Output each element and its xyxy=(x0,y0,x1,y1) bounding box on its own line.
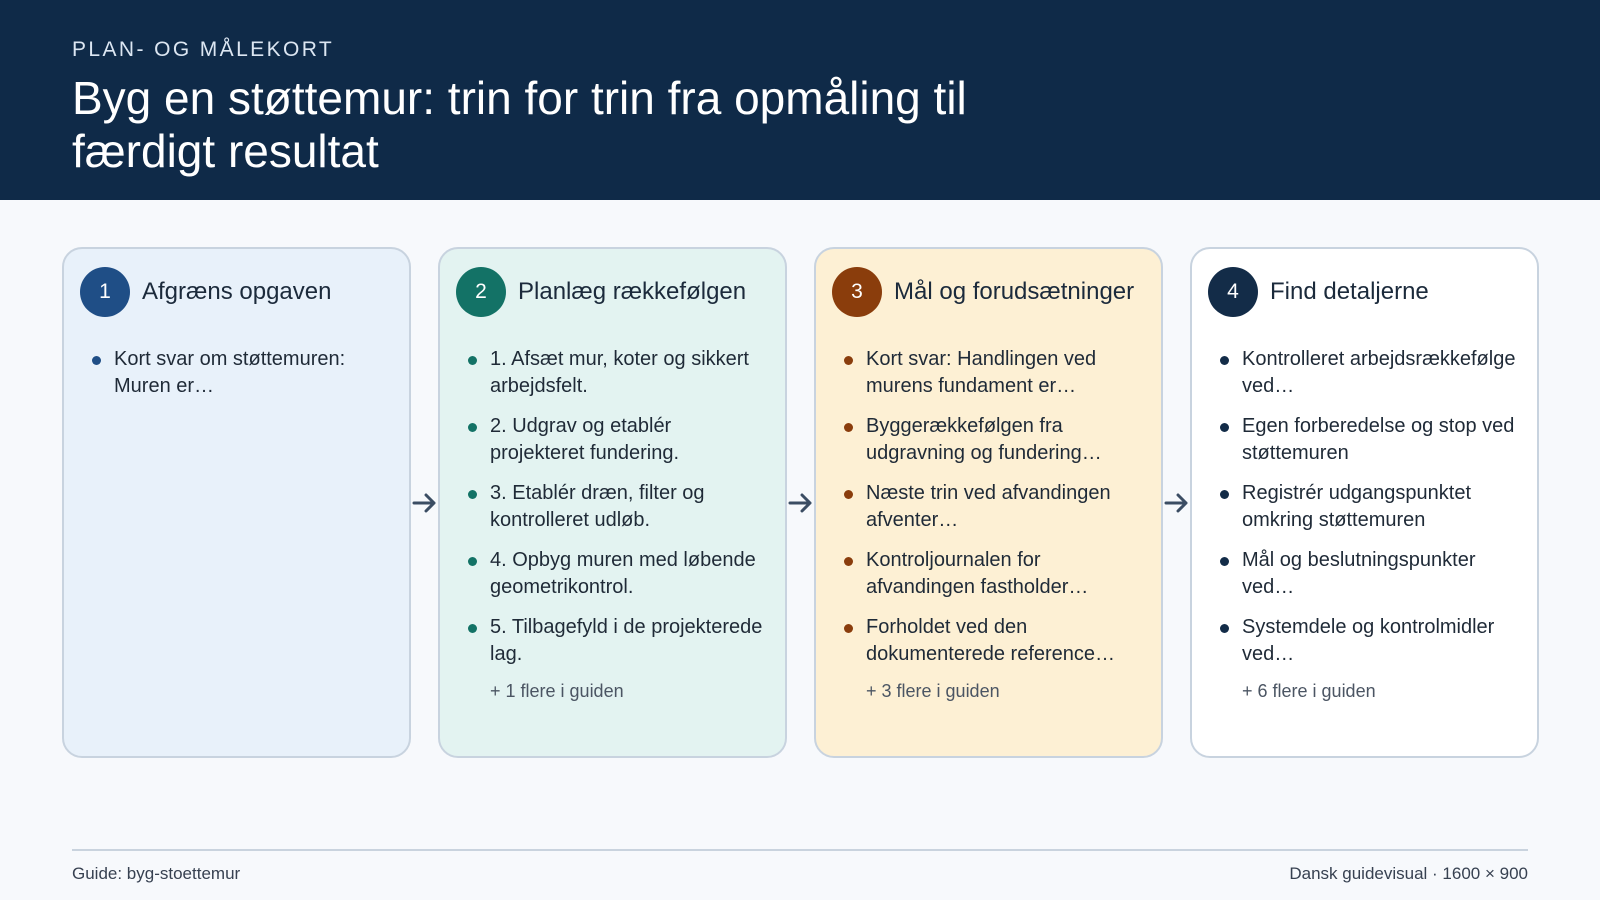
item-text: Kort svar: Handlingen ved murens fundament er… xyxy=(866,348,1097,397)
step-number-badge: 3 xyxy=(832,267,882,317)
card-title: Afgræns opgaven xyxy=(142,278,332,305)
item-text: Byggerækkefølgen fra udgravning og fundering… xyxy=(866,415,1102,464)
arrow-right-icon xyxy=(1163,247,1190,758)
bullet-icon xyxy=(468,423,477,432)
step-cards xyxy=(62,247,1539,758)
step-number-badge: 4 xyxy=(1208,267,1258,317)
bullet-icon xyxy=(1220,624,1229,633)
list-item xyxy=(466,413,771,467)
bullet-icon xyxy=(844,624,853,633)
list-item xyxy=(1218,413,1523,467)
header xyxy=(0,0,1600,200)
list-item xyxy=(842,547,1147,601)
arrow-right-icon xyxy=(411,247,438,758)
bullet-icon xyxy=(1220,557,1229,566)
bullet-icon xyxy=(1220,490,1229,499)
card-header xyxy=(1192,267,1537,317)
arrow-right-icon xyxy=(787,247,814,758)
item-text: 1. Afsæt mur, koter og sikkert arbejdsfelt. xyxy=(490,348,749,397)
bullet-icon xyxy=(844,423,853,432)
card-items xyxy=(816,346,1161,668)
card-items xyxy=(440,346,785,668)
list-item xyxy=(90,346,395,400)
list-item xyxy=(1218,547,1523,601)
list-item xyxy=(842,413,1147,467)
list-item xyxy=(466,346,771,400)
card-title: Find detaljerne xyxy=(1270,278,1429,305)
more-in-guide-link[interactable]: + 3 flere i guiden xyxy=(866,681,1000,701)
item-text: Forholdet ved den dokumenterede reference… xyxy=(866,616,1116,665)
card-header xyxy=(440,267,785,317)
list-item xyxy=(1218,346,1523,400)
step-number-badge: 1 xyxy=(80,267,130,317)
item-text: Systemdele og kontrolmidler ved… xyxy=(1242,616,1495,665)
list-item xyxy=(466,547,771,601)
list-item xyxy=(842,614,1147,668)
step-card-2 xyxy=(438,247,787,758)
item-text: Egen forberedelse og stop ved støttemuren xyxy=(1242,415,1515,464)
step-card-4 xyxy=(1190,247,1539,758)
bullet-icon xyxy=(468,356,477,365)
item-text: Kontrolleret arbejdsrækkefølge ved… xyxy=(1242,348,1516,397)
list-item xyxy=(1218,614,1523,668)
item-text: Kontroljournalen for afvandingen fastholder… xyxy=(866,549,1089,598)
bullet-icon xyxy=(1220,356,1229,365)
list-item xyxy=(842,346,1147,400)
bullet-icon xyxy=(468,624,477,633)
item-text: 5. Tilbagefyld i de projekterede lag. xyxy=(490,616,763,665)
page-title: Byg en støttemur: trin for trin fra opmåling til færdigt resultat xyxy=(72,72,967,177)
item-text: 2. Udgrav og etablér projekteret fundering. xyxy=(490,415,680,464)
step-number-badge: 2 xyxy=(456,267,506,317)
eyebrow: PLAN- OG MÅLEKORT xyxy=(72,38,335,61)
card-title: Planlæg rækkefølgen xyxy=(518,278,747,305)
step-card-3 xyxy=(814,247,1163,758)
bullet-icon xyxy=(844,356,853,365)
bullet-icon xyxy=(468,557,477,566)
list-item xyxy=(842,480,1147,534)
more-in-guide-link[interactable]: + 6 flere i guiden xyxy=(1242,681,1376,701)
item-text: Registrér udgangspunktet omkring støttemuren xyxy=(1242,482,1472,531)
item-text: 3. Etablér dræn, filter og kontrolleret udløb. xyxy=(490,482,705,531)
bullet-icon xyxy=(844,557,853,566)
step-card-1 xyxy=(62,247,411,758)
list-item xyxy=(466,480,771,534)
card-header xyxy=(816,267,1161,317)
footer-divider xyxy=(72,849,1528,851)
list-item xyxy=(466,614,771,668)
item-text: Mål og beslutningspunkter ved… xyxy=(1242,549,1476,598)
bullet-icon xyxy=(1220,423,1229,432)
card-items xyxy=(1192,346,1537,668)
card-header xyxy=(64,267,409,317)
item-text: Kort svar om støttemuren: Muren er… xyxy=(114,348,346,397)
item-text: Næste trin ved afvandingen afventer… xyxy=(866,482,1111,531)
card-items xyxy=(64,346,409,400)
item-text: 4. Opbyg muren med løbende geometrikontrol. xyxy=(490,549,756,598)
footer-caption: Dansk guidevisual · 1600 × 900 xyxy=(1289,864,1528,883)
bullet-icon xyxy=(468,490,477,499)
bullet-icon xyxy=(844,490,853,499)
list-item xyxy=(1218,480,1523,534)
bullet-icon xyxy=(92,356,101,365)
footer-guide-slug: Guide: byg-stoettemur xyxy=(72,864,241,883)
card-title: Mål og forudsætninger xyxy=(894,278,1135,305)
more-in-guide-link[interactable]: + 1 flere i guiden xyxy=(490,681,624,701)
